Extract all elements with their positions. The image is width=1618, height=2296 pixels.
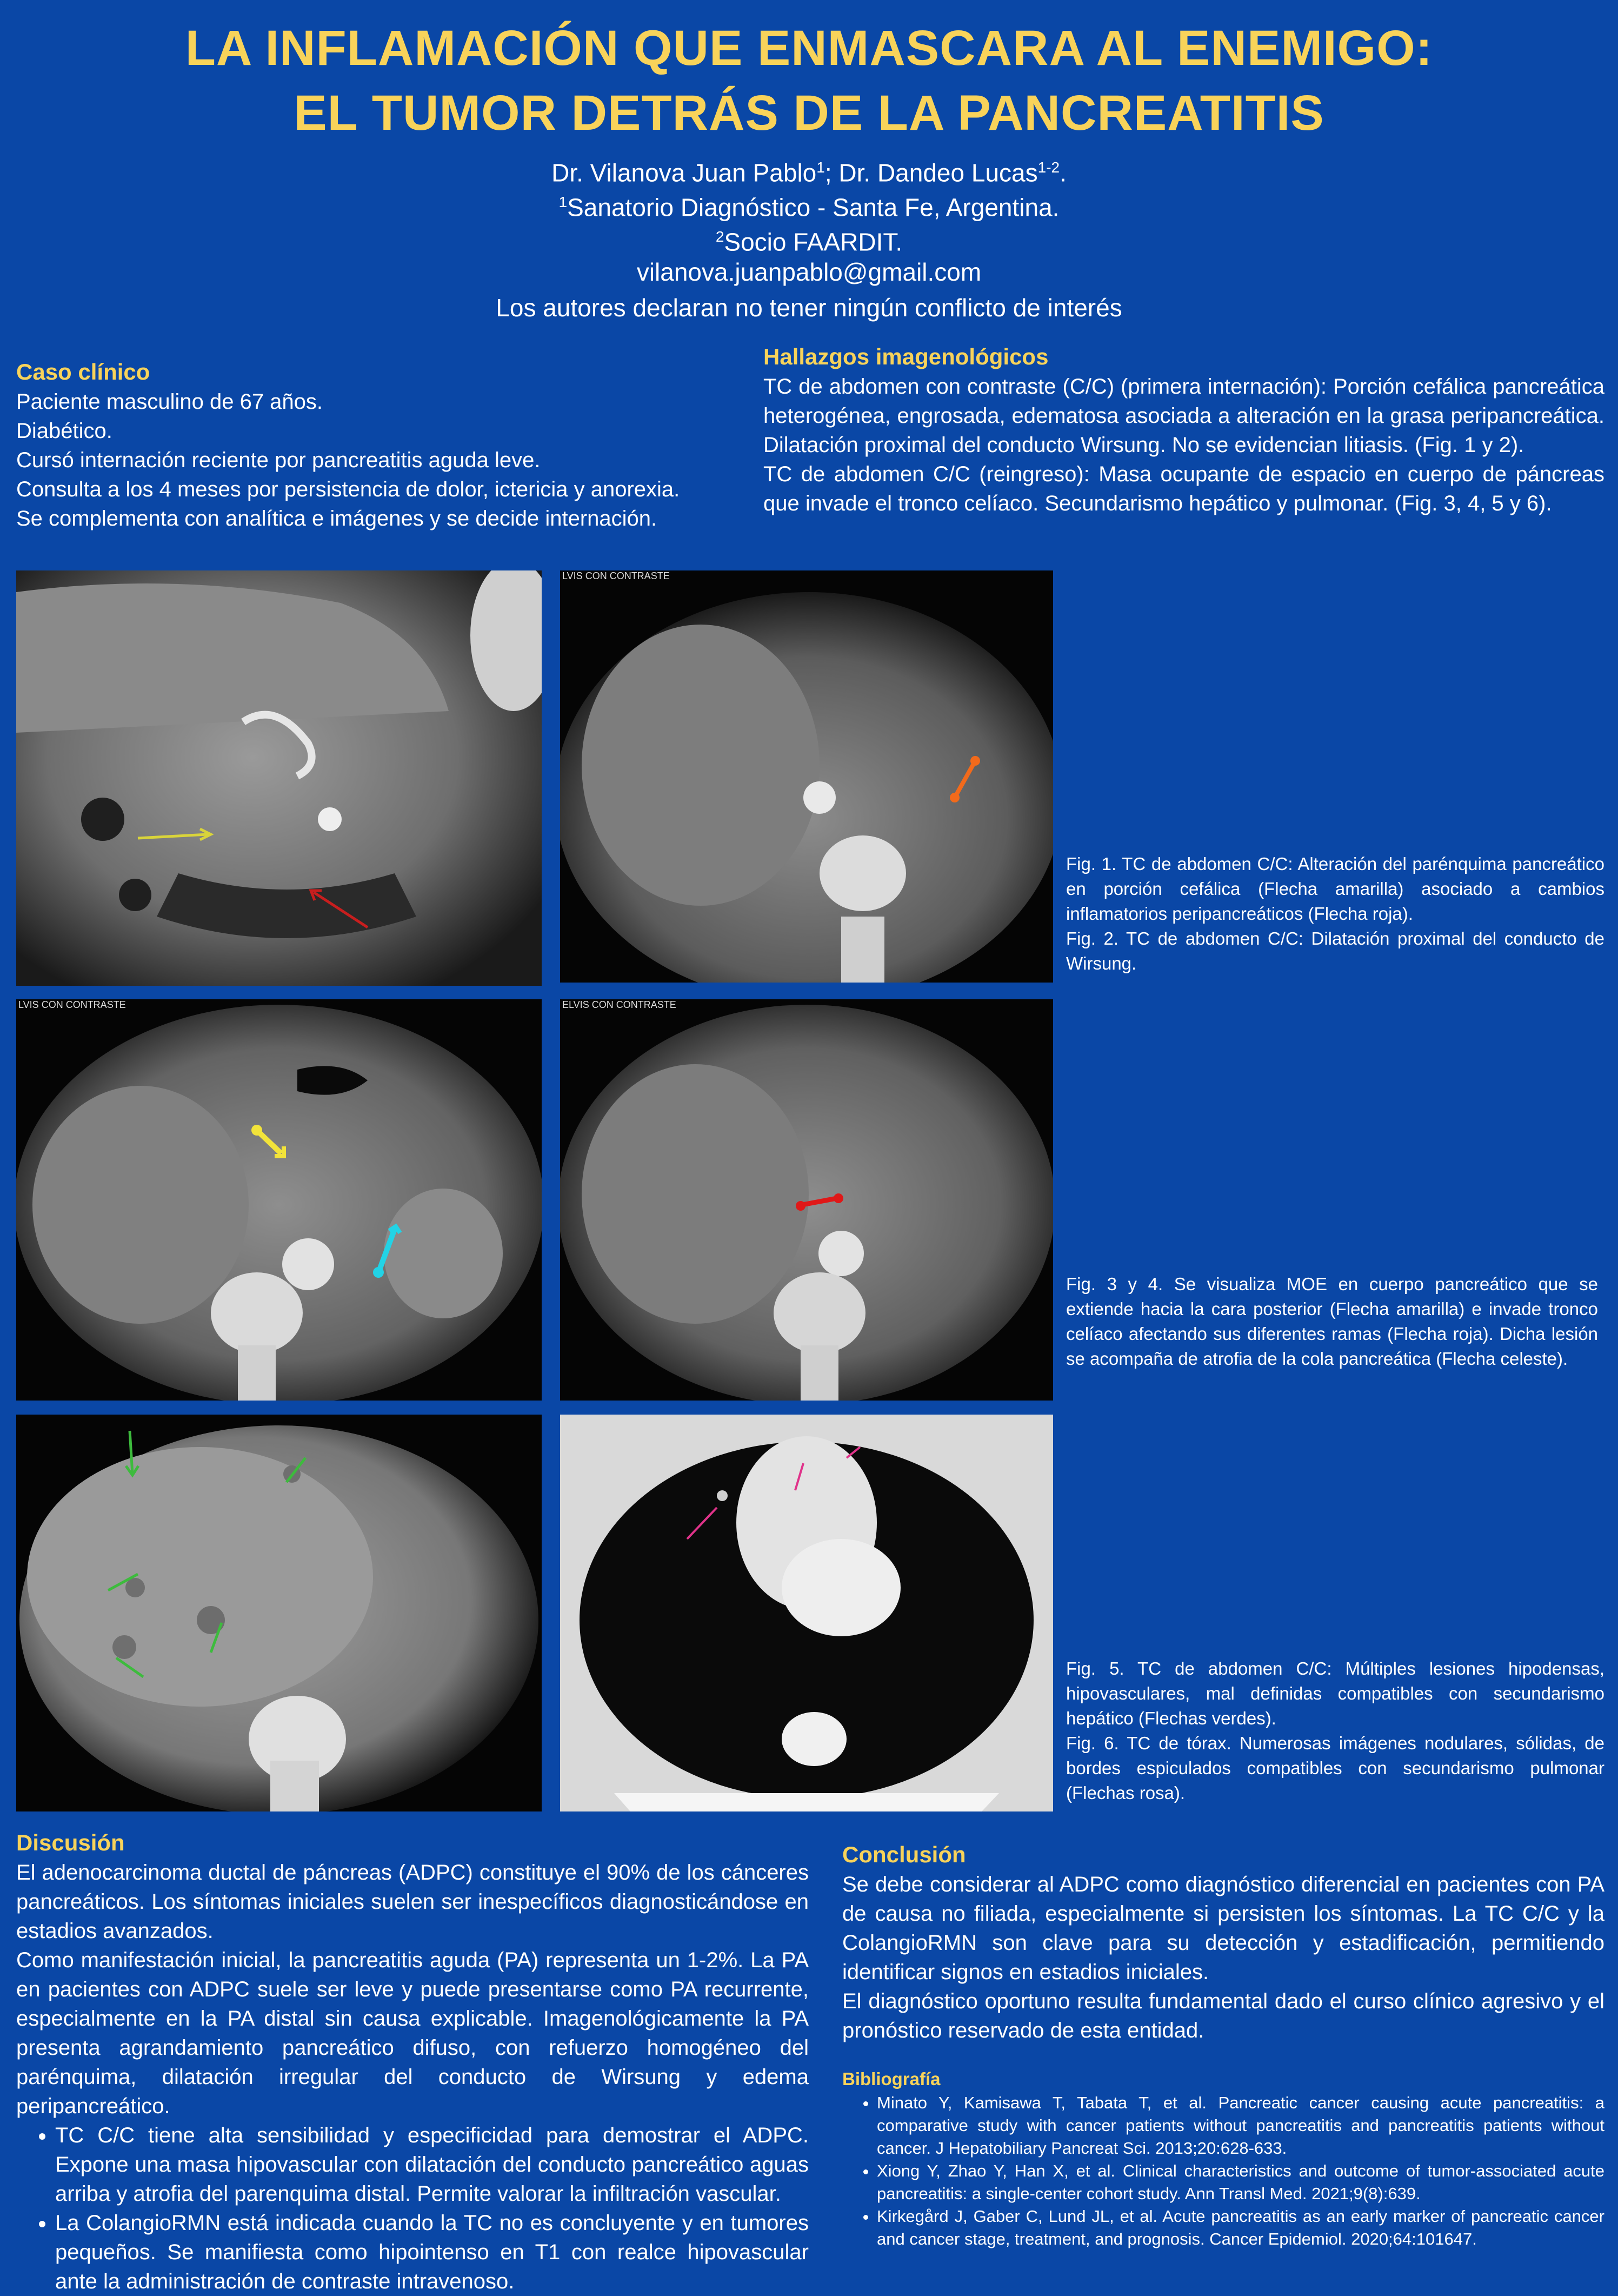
caption-fig-1: Fig. 1. TC de abdomen C/C: Alteración del parénquima pancreático en porción cefálica (Flecha amarilla) asociado a cambios inflamatorios peripancreáticos (Flecha roja). bbox=[1066, 854, 1604, 924]
caption-fig-5: Fig. 5. TC de abdomen C/C: Múltiples lesiones hipodensas, hipovasculares, mal definidas compatibles con secundarismo hepático (Flechas verdes). bbox=[1066, 1658, 1604, 1728]
caso-line-3: Cursó internación reciente por pancreatitis aguda leve. bbox=[16, 448, 541, 472]
figure-5-svg bbox=[16, 1415, 542, 1811]
conclusion-heading: Conclusión bbox=[842, 1842, 966, 1867]
caption-fig-3-4-text: Fig. 3 y 4. Se visualiza MOE en cuerpo pancreático que se extiende hacia la cara posterior (Flecha amarilla) e invade tronco celíaco afectando sus diferentes ramas (Flecha roja). Dicha lesión se acompaña de atrofia de la cola pancreática (Flecha celeste). bbox=[1066, 1274, 1598, 1369]
bibliografia-item-2: • Xiong Y, Zhao Y, Han X, et al. Clinical characteristics and outcome of tumor-associated acute pancreatitis: a single-center cohort study. Ann Transl Med. 2021;9(8):639. bbox=[877, 2160, 1604, 2205]
figure-3-ct-image bbox=[16, 999, 542, 1401]
conclusion-section bbox=[842, 1840, 1604, 2045]
bibliografia-item-3: • Kirkegård J, Gaber C, Lund JL, et al. Acute pancreatitis as an early marker of pancreatic cancer and cancer stage, treatment, and prognosis. Cancer Epidemiol. 2020;64:101647. bbox=[877, 2205, 1604, 2251]
caso-line-5: Se complementa con analítica e imágenes y se decide internación. bbox=[16, 507, 657, 530]
caption-fig-5-6 bbox=[1066, 1656, 1604, 1806]
figure-1-ct-image bbox=[16, 570, 542, 986]
figure-3-svg bbox=[16, 999, 542, 1401]
author-2: ; Dr. Dandeo Lucas bbox=[824, 158, 1038, 187]
conflict-statement: Los autores declaran no tener ningún conflicto de interés bbox=[496, 294, 1122, 322]
discusion-paragraph-1: El adenocarcinoma ductal de páncreas (ADPC) constituye el 90% de los cánceres pancreáticos. Los síntomas iniciales suelen ser inespecíficos diagnosticándose en estadios avanzados. bbox=[16, 1861, 809, 1943]
hallazgos-heading: Hallazgos imagenológicos bbox=[763, 344, 1049, 369]
poster-title-line-1: LA INFLAMACIÓN QUE ENMASCARA AL ENEMIGO: bbox=[185, 21, 1433, 76]
authors-line bbox=[0, 150, 1618, 190]
hallazgos-paragraph-1: TC de abdomen con contraste (C/C) (primera internación): Porción cefálica pancreática heterogénea, engrosada, edematosa asociada a alteración en la grasa peripancreática. Dilatación proximal del conducto Wirsung. No se evidencian litiasis. (Fig. 1 y 2). bbox=[763, 375, 1604, 457]
discusion-heading: Discusión bbox=[16, 1830, 125, 1855]
figure-5-ct-image bbox=[16, 1415, 542, 1811]
affiliation-1-text: Sanatorio Diagnóstico - Santa Fe, Argentina. bbox=[567, 193, 1060, 222]
figure-1-svg bbox=[16, 570, 542, 986]
caption-fig-3-4 bbox=[1066, 1272, 1598, 1371]
figure-6-ct-image bbox=[560, 1415, 1053, 1811]
figure-2-svg bbox=[560, 570, 1053, 983]
authors-end: . bbox=[1060, 158, 1067, 187]
discusion-bullet-2: • La ColangioRMN está indicada cuando la TC no es concluyente y en tumores pequeños. Se manifiesta como hipointenso en T1 con realce hipovascular ante la administración de contraste intravenoso. bbox=[55, 2208, 809, 2296]
caso-clinico-heading: Caso clínico bbox=[16, 359, 150, 384]
discusion-paragraph-2: Como manifestación inicial, la pancreatitis aguda (PA) representa un 1-2%. La PA en pacientes con ADPC suele ser leve y puede presentarse como PA recurrente, especialmente en la PA distal sin causa explicable. Imagenológicamente la PA presenta agrandamiento pancreático difuso, con refuerzo homogéneo del parénquima, dilatación irregular del conducto de Wirsung y edema peripancreático. bbox=[16, 1948, 809, 2118]
caso-line-4: Consulta a los 4 meses por persistencia de dolor, ictericia y anorexia. bbox=[16, 477, 680, 501]
caso-line-1: Paciente masculino de 67 años. bbox=[16, 390, 323, 414]
image-label-4: ELVIS CON CONTRASTE bbox=[562, 999, 676, 1010]
conclusion-paragraph-2: El diagnóstico oportuno resulta fundamental dado el curso clínico agresivo y el pronóstico reservado de esta entidad. bbox=[842, 1989, 1604, 2042]
bibliografia-item-1: • Minato Y, Kamisawa T, Tabata T, et al. Pancreatic cancer causing acute pancreatitis: a comparative study with cancer patients without pancreatitis and pancreatitis patients without cancer. J Hepatobiliary Pancreat Sci. 2013;20:628-633. bbox=[877, 2092, 1604, 2160]
figure-4-svg bbox=[560, 999, 1053, 1401]
author-email[interactable]: vilanova.juanpablo@gmail.com bbox=[636, 258, 982, 286]
discusion-bullet-1: • TC C/C tiene alta sensibilidad y especificidad para demostrar el ADPC. Expone una masa hipovascular con dilatación del conducto pancreático aguas arriba y atrofia del parenquima distal. Permite valorar la infiltración vascular. bbox=[55, 2121, 809, 2208]
poster-title-line-2: EL TUMOR DETRÁS DE LA PANCREATITIS bbox=[294, 85, 1324, 141]
caption-fig-2: Fig. 2. TC de abdomen C/C: Dilatación proximal del conducto de Wirsung. bbox=[1066, 928, 1604, 973]
affiliation-2-sup: 2 bbox=[715, 228, 724, 245]
discusion-section bbox=[16, 1828, 809, 2296]
figure-6-svg bbox=[560, 1415, 1053, 1811]
author-1-sup: 1 bbox=[816, 159, 825, 176]
bibliografia-section bbox=[842, 2067, 1604, 2251]
affiliation-2-text: Socio FAARDIT. bbox=[724, 228, 903, 256]
figure-4-ct-image bbox=[560, 999, 1053, 1401]
caption-fig-6: Fig. 6. TC de tórax. Numerosas imágenes nodulares, sólidas, de bordes espiculados compatibles con secundarismo pulmonar (Flechas rosa). bbox=[1066, 1733, 1604, 1803]
affiliation-1-sup: 1 bbox=[558, 194, 568, 210]
figure-2-ct-image bbox=[560, 570, 1053, 983]
hallazgos-section bbox=[763, 342, 1604, 518]
caso-line-2: Diabético. bbox=[16, 419, 112, 443]
caso-clinico-section bbox=[16, 357, 741, 533]
conclusion-paragraph-1: Se debe considerar al ADPC como diagnóstico diferencial en pacientes con PA de causa no filiada, especialmente si persisten los síntomas. La TC C/C y la ColangioRMN son clave para su detección y estadificación, permitiendo identificar signos en estadios iniciales. bbox=[842, 1873, 1604, 1984]
affiliation-2 bbox=[0, 220, 1618, 259]
hallazgos-paragraph-2: TC de abdomen C/C (reingreso): Masa ocupante de espacio en cuerpo de páncreas que invade el tronco celíaco. Secundarismo hepático y pulmonar. (Fig. 3, 4, 5 y 6). bbox=[763, 462, 1604, 515]
author-2-sup: 1-2 bbox=[1037, 159, 1060, 176]
author-1: Dr. Vilanova Juan Pablo bbox=[551, 158, 817, 187]
caption-fig-1-2 bbox=[1066, 852, 1604, 976]
image-label-2: LVIS CON CONTRASTE bbox=[562, 570, 670, 581]
image-label-3: LVIS CON CONTRASTE bbox=[18, 999, 126, 1010]
bibliografia-heading: Bibliografía bbox=[842, 2069, 941, 2089]
affiliation-1 bbox=[0, 185, 1618, 224]
